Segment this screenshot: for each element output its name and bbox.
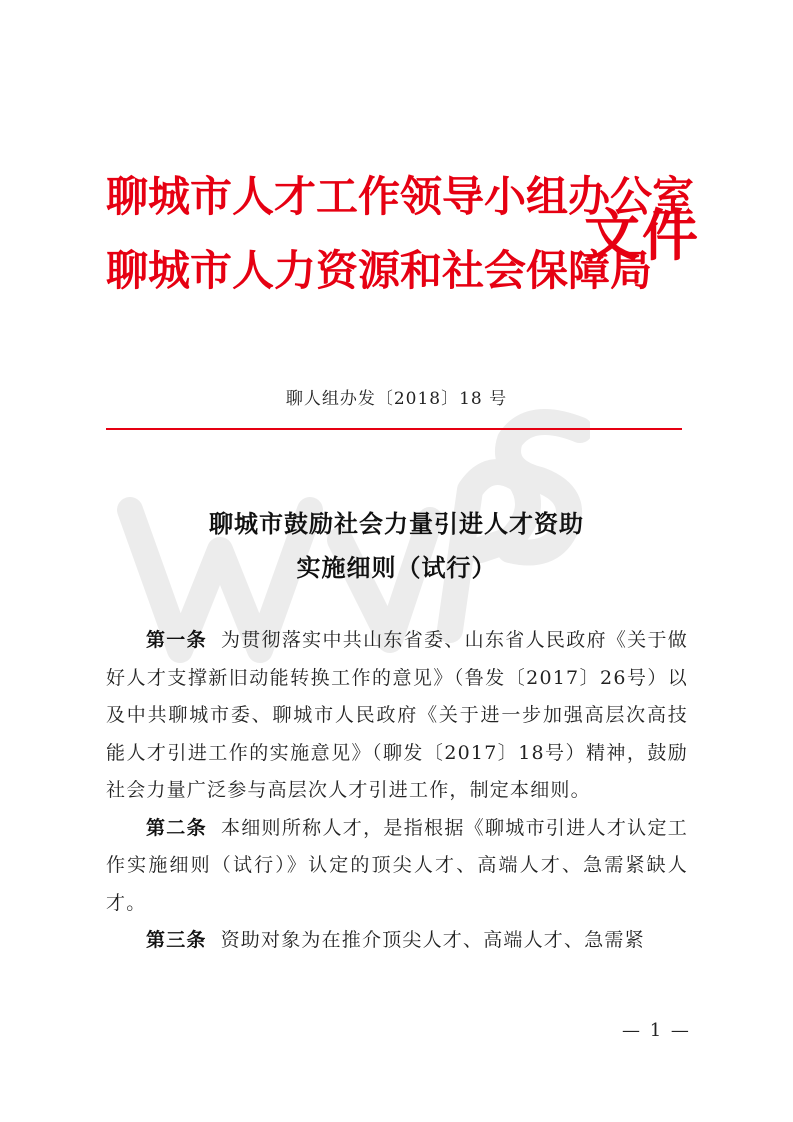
document-title-line-2: 实施细则（试行） — [296, 553, 497, 582]
red-separator-line — [106, 428, 682, 430]
document-type-word: 文件 — [584, 203, 700, 269]
article-1 — [106, 622, 688, 810]
article-3-label: 第三条 — [146, 929, 207, 951]
article-2 — [106, 810, 688, 923]
document-number: 聊人组办发〔2018〕18 号 — [285, 389, 508, 409]
document-header — [106, 158, 706, 318]
article-3-text: 资助对象为在推介顶尖人才、高端人才、急需紧 — [220, 929, 645, 951]
issuer-line-2: 聊城市人力资源和社会保障局 — [106, 246, 653, 295]
issuer-line-1: 聊城市人才工作领导小组办公室 — [106, 172, 695, 221]
article-2-text: 本细则所称人才，是指根据《聊城市引进人才认定工作实施细则（试行）》认定的顶尖人才、高端人才、急需紧缺人才。 — [106, 816, 688, 914]
document-title-line-1: 聊城市鼓励社会力量引进人才资助 — [209, 509, 584, 538]
article-2-label: 第二条 — [146, 816, 207, 839]
page-number: — 1 — — [622, 1020, 691, 1041]
document-body — [106, 622, 688, 960]
article-1-text: 为贯彻落实中共山东省委、山东省人民政府《关于做好人才支撑新旧动能转换工作的意见》（鲁发〔2017〕26号）以及中共聊城市委、聊城市人民政府《关于进一步加强高层次高技能人才引进工作的实施意见》（聊发〔2017〕18号）精神，鼓励社会力量广泛参与高层次人才引进工作，制定本细则。 — [106, 629, 688, 801]
article-1-label: 第一条 — [146, 629, 207, 651]
article-3 — [106, 922, 688, 960]
